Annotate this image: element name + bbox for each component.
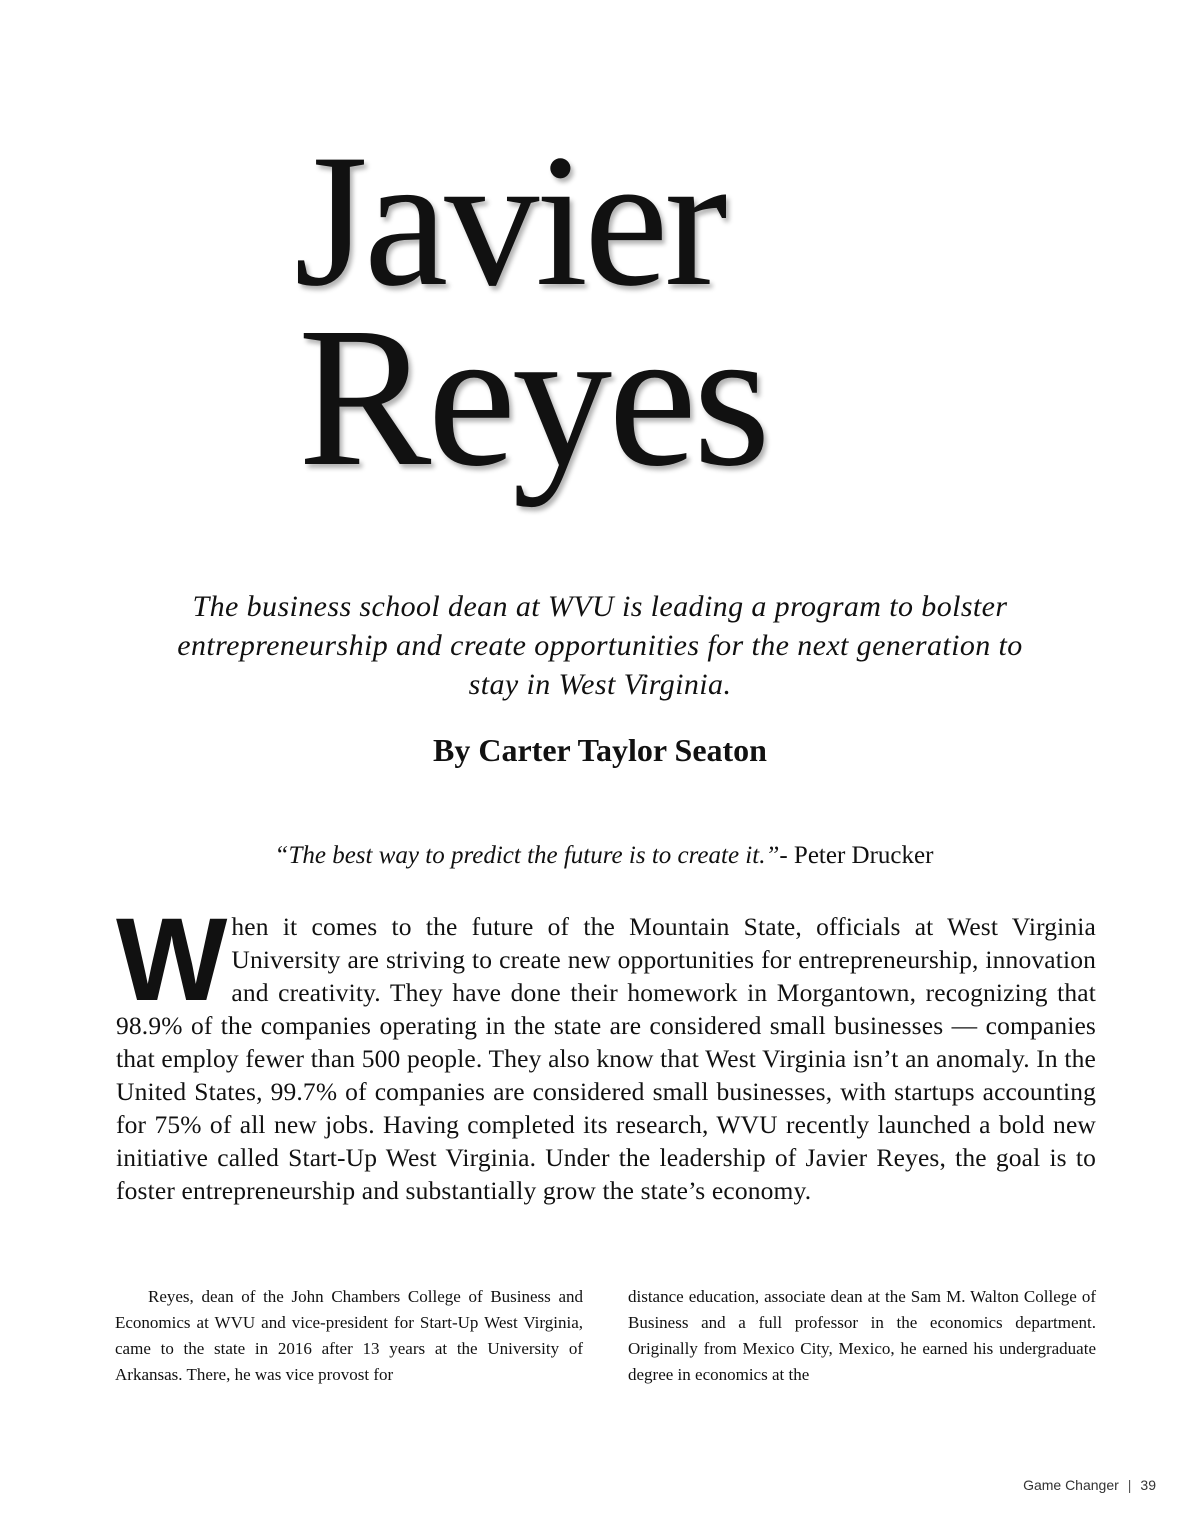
body-column-left: Reyes, dean of the John Chambers College of Business and Economics at WVU and vice-president for Start-Up West Virginia, came to the state in 2016 after 13 years at the University of Arkansas. There, he was vice provost for [115, 1287, 583, 1384]
body-column-right: distance education, associate dean at the Sam M. Walton College of Business and a full professor in the economics department. Originally from Mexico City, Mexico, he earned his undergraduate degree in economics at the [628, 1287, 1096, 1384]
page-footer [1023, 1477, 1156, 1493]
epigraph [150, 840, 1058, 872]
drop-cap: W [116, 894, 222, 1026]
article-subtitle: The business school dean at WVU is leading a program to bolster entrepreneurship and create opportunities for the next generation to stay in West Virginia. [177, 590, 1023, 701]
page-number: 39 [1140, 1477, 1156, 1493]
footer-separator: | [1127, 1477, 1132, 1493]
epigraph-attribution: - Peter Drucker [779, 842, 934, 869]
epigraph-text: “The best way to predict the future is to create it.” [274, 842, 780, 869]
byline: By Carter Taylor Seaton [433, 732, 767, 768]
lead-text: hen it comes to the future of the Mountain State, officials at West Virginia University are striving to create new opportunities for entrepreneurship, innovation and creativity. They have done their homework in Morgantown, recognizing that 98.9% of the companies operating in the state are considered small businesses — companies that employ fewer than 500 people. They also know that West Virginia isn’t an anomaly. In the United States, 99.7% of companies are considered small businesses, with startups accounting for 75% of all new jobs. Having completed its research, WVU recently launched a bold new initiative called Start-Up West Virginia. Under the leadership of Javier Reyes, the goal is to foster entrepreneurship and substantially grow the state’s economy. [116, 912, 1096, 1205]
title-last-name: Reyes [298, 287, 767, 508]
lead-paragraph [116, 894, 1096, 1207]
title-first-name: Javier [294, 116, 724, 326]
publication-name: Game Changer [1023, 1477, 1119, 1493]
